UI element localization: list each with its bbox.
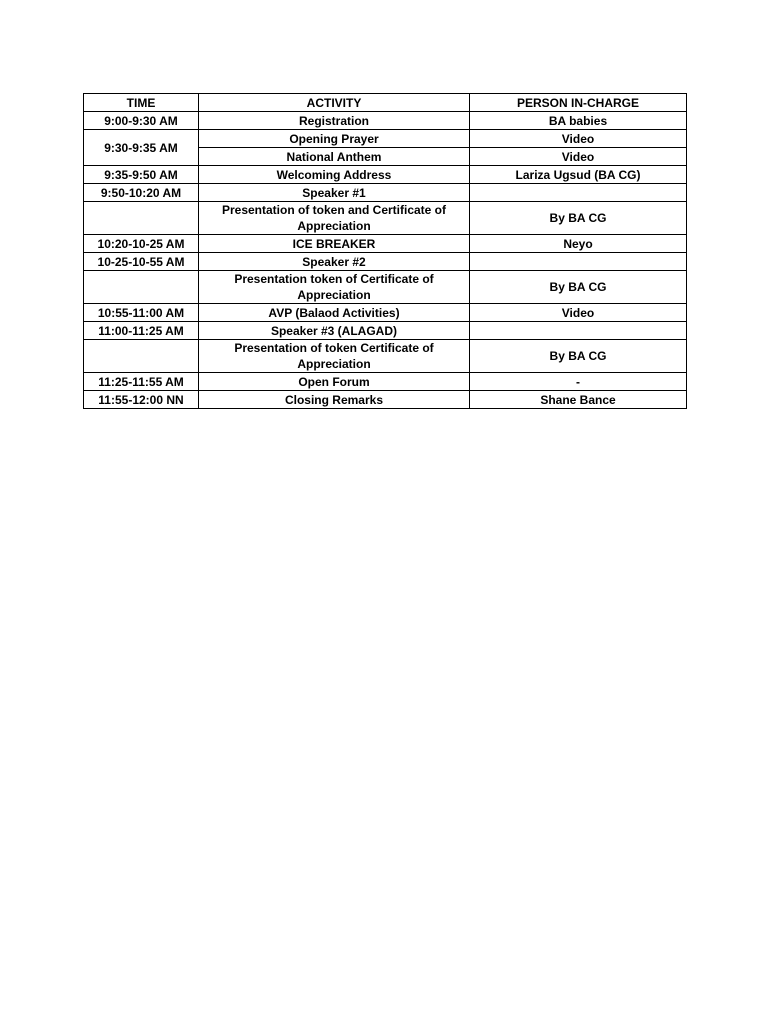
person-cell: Neyo — [470, 235, 687, 253]
activity-cell: Open Forum — [199, 373, 470, 391]
person-cell: Video — [470, 130, 687, 148]
activity-cell: Speaker #1 — [199, 184, 470, 202]
time-cell: 10-25-10-55 AM — [84, 253, 199, 271]
activity-cell: Closing Remarks — [199, 391, 470, 409]
table-row — [84, 202, 687, 235]
table-row — [84, 304, 687, 322]
header-time: TIME — [84, 94, 199, 112]
table-row — [84, 130, 687, 148]
header-person: PERSON IN-CHARGE — [470, 94, 687, 112]
activity-cell: Registration — [199, 112, 470, 130]
table-row — [84, 322, 687, 340]
person-cell — [470, 253, 687, 271]
header-row — [84, 94, 687, 112]
table-row — [84, 184, 687, 202]
table-row — [84, 253, 687, 271]
time-cell — [84, 340, 199, 373]
activity-cell: Opening Prayer — [199, 130, 470, 148]
time-cell: 9:35-9:50 AM — [84, 166, 199, 184]
person-cell: - — [470, 373, 687, 391]
table-row — [84, 166, 687, 184]
person-cell: BA babies — [470, 112, 687, 130]
time-cell: 9:30-9:35 AM — [84, 130, 199, 166]
activity-cell: Speaker #2 — [199, 253, 470, 271]
time-cell: 10:20-10-25 AM — [84, 235, 199, 253]
time-cell: 11:00-11:25 AM — [84, 322, 199, 340]
person-cell: By BA CG — [470, 271, 687, 304]
person-cell — [470, 322, 687, 340]
table-row — [84, 235, 687, 253]
activity-cell: ICE BREAKER — [199, 235, 470, 253]
table-row — [84, 373, 687, 391]
table-header — [84, 94, 687, 112]
activity-cell: Speaker #3 (ALAGAD) — [199, 322, 470, 340]
table-row — [84, 112, 687, 130]
time-cell: 11:25-11:55 AM — [84, 373, 199, 391]
time-cell — [84, 202, 199, 235]
header-activity: ACTIVITY — [199, 94, 470, 112]
person-cell: By BA CG — [470, 202, 687, 235]
table-row — [84, 391, 687, 409]
activity-cell: Welcoming Address — [199, 166, 470, 184]
person-cell: By BA CG — [470, 340, 687, 373]
time-cell: 9:50-10:20 AM — [84, 184, 199, 202]
activity-cell: National Anthem — [199, 148, 470, 166]
table-row — [84, 340, 687, 373]
person-cell: Shane Bance — [470, 391, 687, 409]
activity-cell: Presentation of token Certificate of Appreciation — [199, 340, 470, 373]
activity-cell: Presentation of token and Certificate of Appreciation — [199, 202, 470, 235]
time-cell — [84, 271, 199, 304]
time-cell: 9:00-9:30 AM — [84, 112, 199, 130]
activity-cell: AVP (Balaod Activities) — [199, 304, 470, 322]
table-body — [84, 112, 687, 409]
time-cell: 10:55-11:00 AM — [84, 304, 199, 322]
table-row — [84, 271, 687, 304]
schedule-table — [83, 93, 687, 409]
person-cell: Video — [470, 148, 687, 166]
person-cell: Video — [470, 304, 687, 322]
person-cell: Lariza Ugsud (BA CG) — [470, 166, 687, 184]
activity-cell: Presentation token of Certificate of Appreciation — [199, 271, 470, 304]
person-cell — [470, 184, 687, 202]
time-cell: 11:55-12:00 NN — [84, 391, 199, 409]
